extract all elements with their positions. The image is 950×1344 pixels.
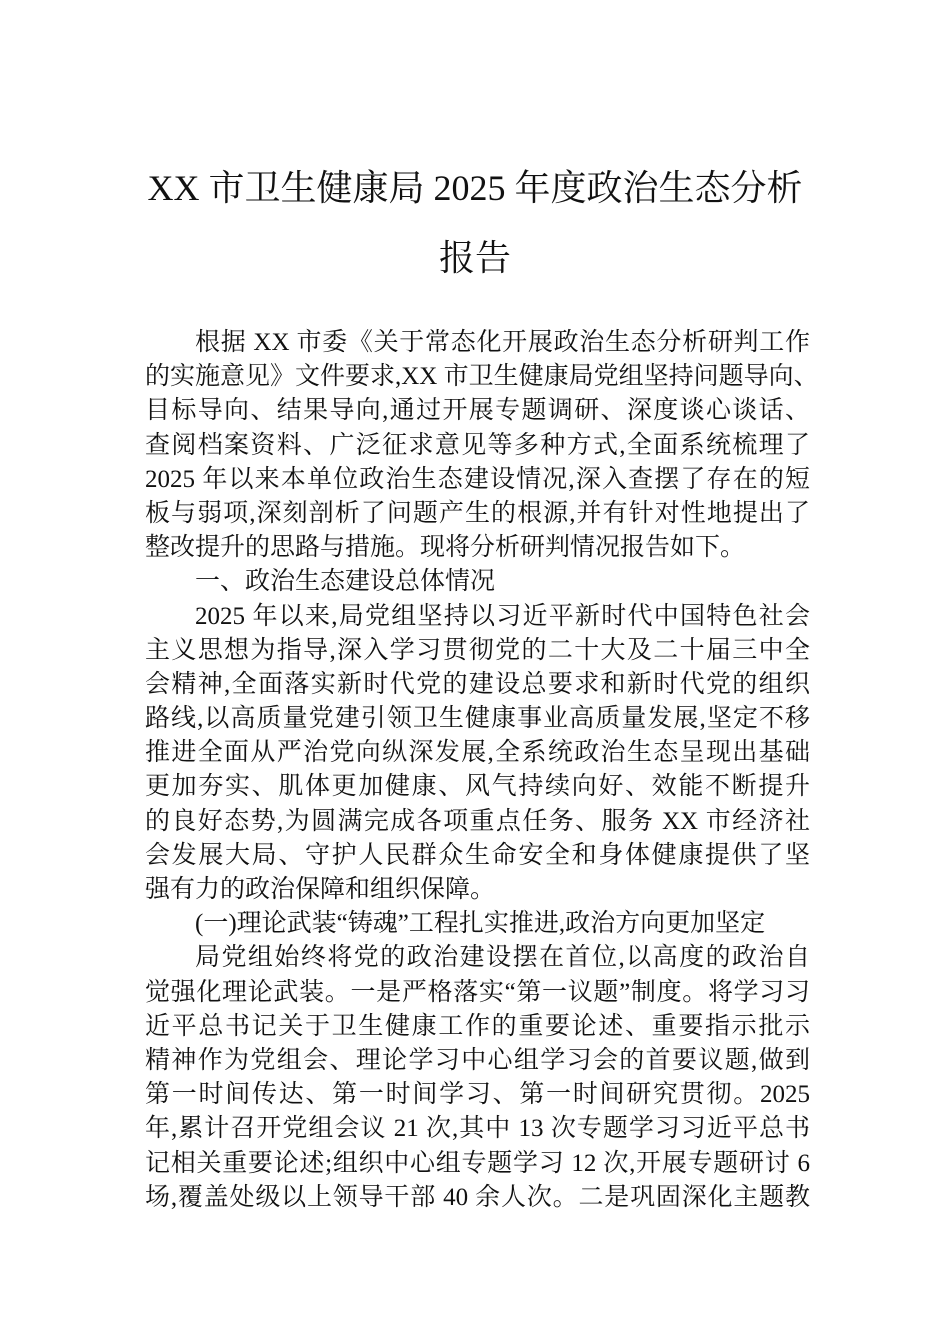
text-line: 路线,以高质量党建引领卫生健康事业高质量发展,坚定不移 [145, 705, 810, 733]
text-line: 主义思想为指导,深入学习贯彻党的二十大及二十届三中全 [145, 636, 810, 664]
text-line: 2025 年以来,局党组坚持以习近平新时代中国特色社会 [195, 602, 810, 630]
text-line: 整改提升的思路与措施。现将分析研判情况报告如下。 [145, 534, 746, 562]
text-line: 近平总书记关于卫生健康工作的重要论述、重要指示批示 [145, 1012, 810, 1040]
text-line: 强有力的政治保障和组织保障。 [145, 876, 496, 903]
text-line: 会精神,全面落实新时代党的建设总要求和新时代党的组织 [145, 670, 810, 698]
text-line: 更加夯实、肌体更加健康、风气持续向好、效能不断提升 [145, 773, 810, 801]
text-line: 第一时间传达、第一时间学习、第一时间研究贯彻。2025 [145, 1081, 810, 1109]
document-title-line-1: XX 市卫生健康局 2025 年度政治生态分析 [147, 168, 803, 208]
text-line: 目标导向、结果导向,通过开展专题调研、深度谈心谈话、 [145, 397, 810, 425]
text-line: 查阅档案资料、广泛征求意见等多种方式,全面系统梳理了 [145, 431, 810, 459]
text-line: 2025 年以来本单位政治生态建设情况,深入查摆了存在的短 [145, 465, 810, 493]
text-line: 局党组始终将党的政治建设摆在首位,以高度的政治自 [195, 944, 810, 972]
heading-text: 一、政治生态建设总体情况 [195, 568, 496, 596]
document-body [145, 326, 819, 1215]
document-title-line-2: 报告 [438, 238, 511, 278]
text-line: 根据 XX 市委《关于常态化开展政治生态分析研判工作 [195, 329, 810, 356]
section-heading [145, 565, 810, 599]
text-line: 的良好态势,为圆满完成各项重点任务、服务 XX 市经济社 [145, 807, 810, 835]
paragraph-overview [145, 600, 810, 908]
text-line: 板与弱项,深刻剖析了问题产生的根源,并有针对性地提出了 [145, 499, 810, 527]
text-line: 场,覆盖处级以上领导干部 40 余人次。二是巩固深化主题教 [145, 1183, 810, 1211]
text-line: 记相关重要论述;组织中心组专题学习 12 次,开展专题研讨 6 [145, 1149, 810, 1177]
text-line: 年,累计召开党组会议 21 次,其中 13 次专题学习习近平总书 [145, 1115, 810, 1143]
subheading-text: (一)理论武装“铸魂”工程扎实推进,政治方向更加坚定 [195, 910, 766, 938]
text-line: 会发展大局、守护人民群众生命安全和身体健康提供了坚 [145, 841, 810, 869]
text-line: 精神作为党组会、理论学习中心组学习会的首要议题,做到 [145, 1046, 810, 1074]
subsection-heading [145, 907, 810, 941]
text-line: 的实施意见》文件要求,XX 市卫生健康局党组坚持问题导向、 [145, 363, 819, 391]
text-line: 推进全面从严治党向纵深发展,全系统政治生态呈现出基础 [145, 739, 810, 767]
paragraph-theory [145, 941, 810, 1215]
text-line: 觉强化理论武装。一是严格落实“第一议题”制度。将学习习 [145, 978, 810, 1006]
paragraph-intro [145, 326, 819, 565]
